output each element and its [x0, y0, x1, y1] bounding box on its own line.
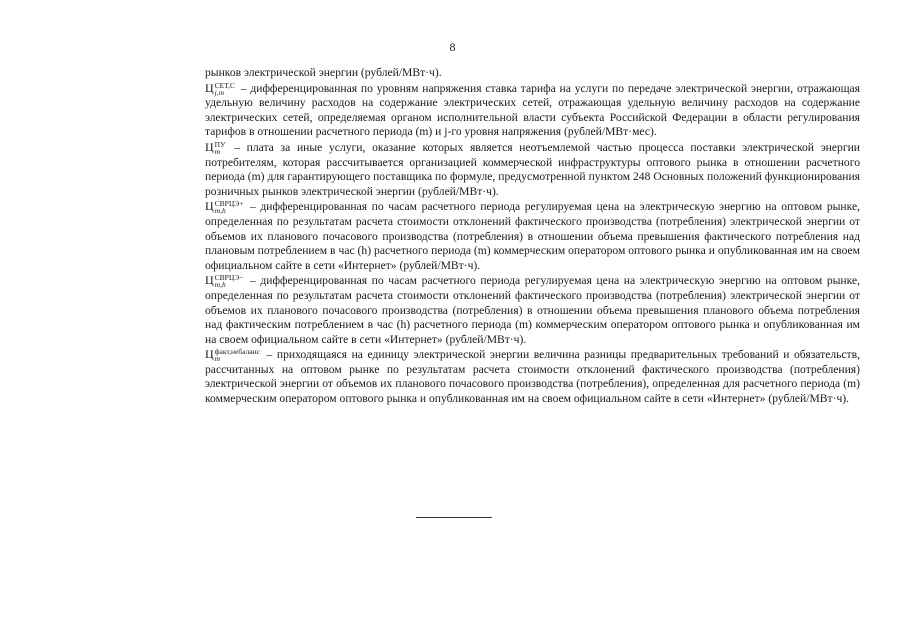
paragraph-text: – дифференцированная по уровням напряжения ставка тарифа на услуги по передаче электрической энергии, отражающая удельную величину расходов на содержание электрических сетей, отражающая удельную величину расходов на содержание электрических сетей, определяемая органом исполнительной власти субъекта Российской Федерации в области регулирования тарифов в отношении расчетного периода (m) и j-го уровня напряжения (рублей/МВт·мес). [205, 81, 860, 139]
formula-symbol: Ц СВРЦЭ− m,h [205, 273, 244, 290]
symbol-subscript: m,h [214, 280, 226, 290]
symbol-subscript: m,h [214, 206, 226, 216]
definition-paragraph-fact-nebalans [205, 347, 860, 406]
document-body [205, 66, 860, 407]
symbol-superscript: СЕТ,С [214, 80, 235, 90]
paragraph-text: – дифференцированная по часам расчетного периода регулируемая цена на электрическую энергию на оптовом рынке, определенная по результатам расчета стоимости отклонений фактического производства (потребления) электрической энергии от объемов их планового почасового производства (потребления) в отношении объема превышения фактического потребления над плановым потреблением в час (h) расчетного периода (m) коммерческим оператором оптового рынка и опубликованная им на своем официальном сайте в сети «Интернет» (рублей/МВт·ч). [205, 200, 860, 272]
definition-paragraph-svrce-plus [205, 199, 860, 273]
paragraph-text: – плата за иные услуги, оказание которых является неотъемлемой частью процесса поставки электрической энергии потребителям, которая рассчитывается организацией коммерческой инфраструктуры оптового рынка в отношении расчетного периода (m) для гарантирующего поставщика по формуле, предусмотренной пунктом 248 Основных положений функционирования розничных рынков электрической энергии (рублей/МВт·ч). [205, 140, 860, 198]
definition-paragraph-svrce-minus [205, 273, 860, 347]
symbol-subscript: m [214, 354, 221, 364]
paragraph-text: – приходящаяся на единицу электрической энергии величина разницы предварительных требований и обязательств, рассчитанных на оптовом рынке по результатам расчета стоимости отклонений фактического производства (потребления) электрической энергии от объемов их планового почасового производства (потребления), определенная для расчетного периода (m) коммерческим оператором оптового рынка и опубликованная им на своем официальном сайте в сети «Интернет» (рублей/МВт·ч). [205, 348, 860, 406]
paragraph-text: рынков электрической энергии (рублей/МВт·ч). [205, 66, 442, 79]
symbol-superscript: ПУ [214, 139, 226, 149]
paragraph-continuation [205, 66, 860, 81]
definition-paragraph-pu [205, 140, 860, 199]
symbol-superscript: СВРЦЭ+ [214, 199, 244, 209]
formula-symbol: Ц СВРЦЭ+ m,h [205, 199, 244, 216]
symbol-superscript: факт,небаланс [214, 347, 260, 357]
formula-symbol: Ц ПУ m [205, 139, 226, 156]
symbol-subscript: j,m [214, 87, 225, 97]
symbol-superscript: СВРЦЭ− [214, 273, 244, 283]
definition-paragraph-set-c [205, 81, 860, 140]
symbol-subscript: m [214, 146, 221, 156]
paragraph-text: – дифференцированная по часам расчетного периода регулируемая цена на электрическую энергию на оптовом рынке, определенная по результатам расчета стоимости отклонений фактического производства (потребления) электрической энергии от объемов их планового почасового производства (потребления) в отношении объема превышения планового объема потребления над фактическим потреблением в час (h) расчетного периода (m) коммерческим оператором оптового рынка и опубликованная им на своем официальном сайте в сети «Интернет» (рублей/МВт·ч). [205, 274, 860, 346]
page-number: 8 [449, 40, 456, 54]
formula-symbol: Ц факт,небаланс m [205, 347, 260, 364]
formula-symbol: Ц СЕТ,С j,m [205, 80, 235, 97]
end-separator-line [416, 517, 492, 518]
